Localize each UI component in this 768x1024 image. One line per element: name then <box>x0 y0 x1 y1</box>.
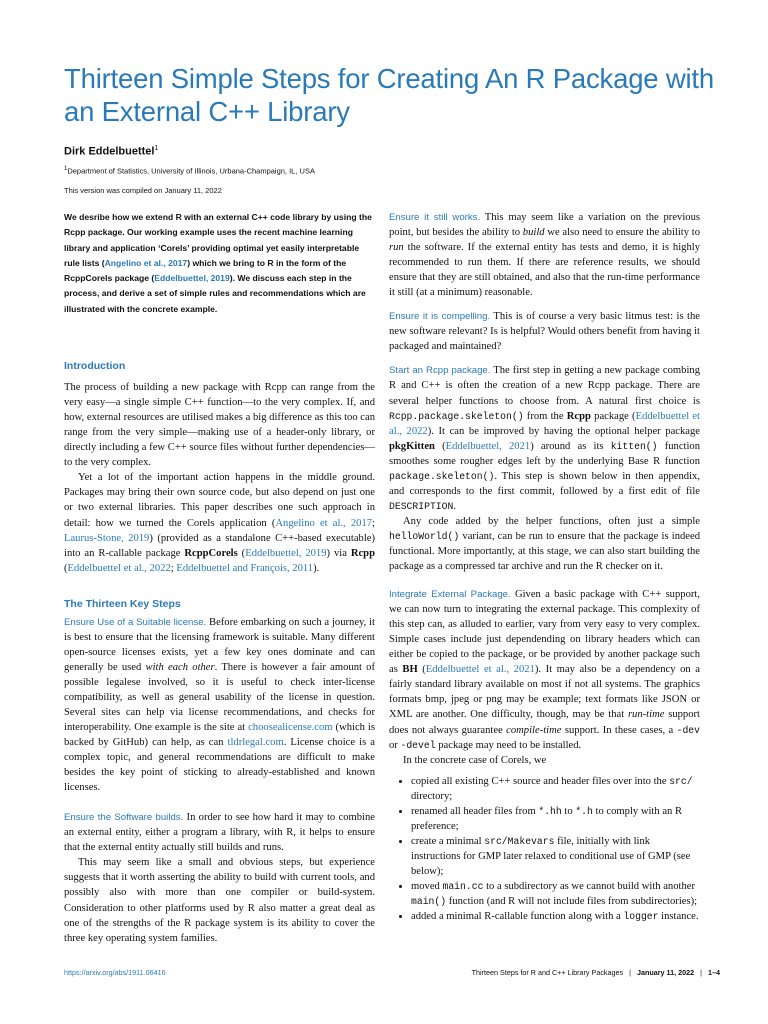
running-footer: Thirteen Steps for R and C++ Library Packages | January 11, 2022 | 1–4 <box>471 968 720 977</box>
footer-date: January 11, 2022 <box>636 968 695 977</box>
intro-paragraph-2: Yet a lot of the important action happens in the middle ground. Packages may bring their own source code, but also depend on just one or two external libraries. This paper describes one such approach in detail: how we turned the Corels application (Angelino et al., 2017; Laurus-Stone, 2019) (provided as a standalone C++-based executable) into an R-callable package RcppCorels (Eddelbuettel, 2019) via Rcpp (Eddelbuettel et al., 2022; Eddelbuettel and François, 2011). <box>64 472 375 574</box>
rcpp-paragraph-1: Start an Rcpp package. The first step in getting a new package combing R and C++ is often the creation of a new Rcpp package. There are several helper functions to choose from. A natural first choice is Rcpp.package.skeleton() from the Rcpp package (Eddelbuettel et al., 2022). It can be improved by having the optional helper package pkgKitten (Eddelbuettel, 2021) around as its kitten() function smoothes some rougher edges left by the underlying Base R function package.skeleton(). This step is shown below in then appendix, and corresponds to the first commit, followed by a first edit of file DESCRIPTION. <box>389 365 700 512</box>
right-column <box>389 210 700 924</box>
step-lead-works: Ensure it still works. <box>389 212 481 223</box>
citation-link[interactable]: Laurus-Stone, 2019 <box>64 532 150 544</box>
citation-link[interactable]: Eddelbuettel, 2019 <box>154 273 230 284</box>
step-lead-rcpp: Start an Rcpp package. <box>389 365 491 377</box>
builds-paragraph-2: This may seem like a small and obvious steps, but experience suggests that it worth asserting the ability to build with current tools, and possibly also with more than one compiler or build-system. Consideration to other platforms used by R also matter a great deal as one of the strengths of the R package system is its ability to cover the three key operating system families. <box>64 857 375 944</box>
running-title: Thirteen Steps for R and C++ Library Packages <box>471 968 624 977</box>
works-paragraph: Ensure it still works. This may seem like a variation on the previous point, but besides the ability to build we also need to ensure the ability to run the software. If the external entity has tests and demo, it is highly recommended to run them. If there are reference results, we should ensure that they are still obtained, and also that the run-time performance it still (at a minimum) reasonable. <box>389 212 700 299</box>
step-lead-builds: Ensure the Software builds. <box>64 812 184 824</box>
citation-link[interactable]: Eddelbuettel and François, 2011 <box>176 562 314 574</box>
integrate-paragraph: Integrate External Package. Given a basic package with C++ support, we can now turn to integrating the external package. This complexity of this step can, as alluded to earlier, vary from very easy to very complex. Simple cases include just dependending on library headers which can either be copied to the package, or be provided by another package such as BH (Eddelbuettel et al., 2021). It may also be a dependency on a fairly standard library available on most if not all systems. The graphics formats bmp, jpeg or png may be example; text formats like JSON or XML are another. One difficulty, though, may be that run-time support does not always guarantee compile-time support. In these cases, a -dev or -devel package may need to be installed. <box>389 589 700 751</box>
citation-link[interactable]: Eddelbuettel et al., 2021 <box>425 664 535 676</box>
arxiv-url-link[interactable]: https://arxiv.org/abs/1911.06416 <box>64 968 166 977</box>
affil-mark: 1 <box>64 166 68 172</box>
list-item: • moved main.cc to a subdirectory as we cannot build with another main() function (and R will not include files from subdirectories); <box>411 879 700 909</box>
affiliation <box>64 166 315 176</box>
citation-link[interactable]: Eddelbuettel et al., 2022 <box>389 410 700 437</box>
list-item: • renamed all header files from *.hh to *.h to comply with an R preference; <box>411 804 700 834</box>
compiled-note: This version was compiled on January 11, 2022 <box>64 186 222 195</box>
choosealicense-link[interactable]: choosealicense.com <box>248 722 333 734</box>
builds-paragraph-1: Ensure the Software builds. In order to see how hard it may to combine an external entity, either a program a library, with R, it helps to ensure that the external entity actually still builds and runs. <box>64 812 375 854</box>
paper-title: Thirteen Simple Steps for Creating An R Package with an External C++ Library <box>64 63 714 127</box>
page-range: 1–4 <box>708 968 720 977</box>
citation-link[interactable]: Angelino et al., 2017 <box>104 257 188 268</box>
step-lead-integrate: Integrate External Package. <box>389 589 511 601</box>
author-affil-mark: 1 <box>154 145 159 152</box>
affil-text: Department of Statistics, University of Illinois, Urbana-Champaign, IL, USA <box>67 166 315 176</box>
citation-link[interactable]: Eddelbuettel et al., 2022 <box>67 562 171 574</box>
citation-link[interactable]: Angelino et al., 2017 <box>275 517 373 529</box>
author-name: Dirk Eddelbuettel <box>64 145 155 158</box>
section-heading-introduction: Introduction <box>64 360 126 373</box>
rcpp-paragraph-2: Any code added by the helper functions, often just a simple helloWorld() variant, can be run to ensure that the package is indeed functional. More importantly, at this stage, we can also start building the package as a compressed tar archive and run the R checker on it. <box>389 515 700 573</box>
citation-link[interactable]: Eddelbuettel, 2021 <box>445 440 531 452</box>
corels-steps-list <box>389 774 700 924</box>
license-paragraph: Ensure Use of a Suitable license. Before embarking on such a journey, it is best to ensure that the licensing framework is suitable. Many different open-source licenses exists, yet a few key ones dominate and can generally be used with each other. There is however a fair amount of possible legalese involved, so it is useful to check inter-license compatibility, as well as general usability of the license in question. Several sites can help via license recommendations, and checks for interoperability. One example is the site at choosealicense.com (which is backed by GitHub) can help, as can tldrlegal.com. License choice is a complex topic, and general recommendations are difficult to make besides the key point of sticking to already-established and known licenses. <box>64 616 375 794</box>
step-lead-compelling: Ensure it is compelling. <box>389 311 491 323</box>
citation-link[interactable]: Eddelbuettel, 2019 <box>245 547 327 559</box>
abstract: We desribe how we extend R with an external C++ code library by using the Rcpp package. Our working example uses the recent machine learning library and application ‘Corels’ providing optimal yet easily interpretable rule lists (Angelino et al., 2017) which we bring to R in the form of the RcppCorels package (Eddelbuettel, 2019). We discuss each step in the process, and derive a set of simple rules and recommendations which are illustrated with the concrete example. <box>64 212 372 314</box>
list-item: • added a minimal R-callable function along with a logger instance. <box>411 909 700 924</box>
left-column <box>64 210 375 946</box>
tldrlegal-link[interactable]: tldrlegal.com <box>227 737 284 749</box>
intro-paragraph-1: The process of building a new package with Rcpp can range from the very easy—a single simple C++ function—to the very complex. If, and how, external resources are utilised makes a big difference as this too can range from the very simple—making use of a header-only library, or directly including a few C++ source files without further dependencies—to the very complex. <box>64 382 375 469</box>
list-item: • create a minimal src/Makevars file, initially with link instructions for GMP later relaxed to conditional use of GMP (see below); <box>411 834 700 879</box>
corels-intro: In the concrete case of Corels, we <box>403 754 547 766</box>
author-line <box>64 145 158 158</box>
section-heading-key-steps: The Thirteen Key Steps <box>64 597 181 610</box>
list-item: • copied all existing C++ source and header files over into the src/ directory; <box>411 774 700 804</box>
step-lead-license: Ensure Use of a Suitable license. <box>64 616 207 628</box>
compelling-paragraph: Ensure it is compelling. This is of course a very basic litmus test: is the new software relevant? Is is helpful? Would others benefit from having it packaged and maintained? <box>389 311 700 353</box>
